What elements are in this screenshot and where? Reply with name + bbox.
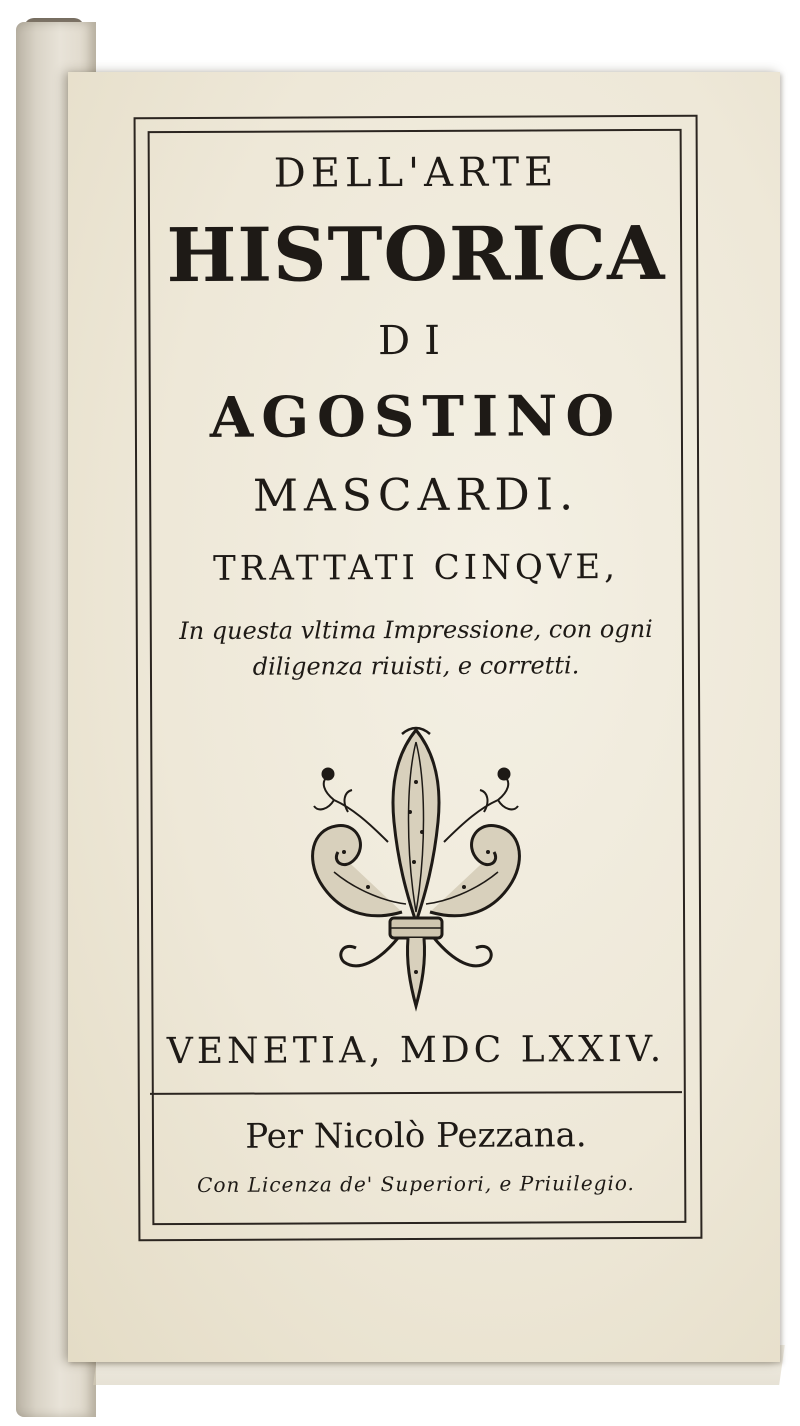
printer-name: Per Nicolò Pezzana. (245, 1115, 587, 1157)
edition-note-line-2: diligenza riuisti, e corretti. (252, 651, 580, 681)
author-last-name: MASCARDI. (252, 469, 580, 522)
title-line-1: DELL'ARTE (273, 149, 559, 197)
license-note: Con Licenza de' Superiori, e Priuilegio. (197, 1171, 635, 1197)
subtitle: TRATTATI CINQVE, (212, 547, 620, 589)
title-line-2: HISTORICA (166, 210, 666, 300)
title-line-3: DI (377, 317, 455, 365)
place-and-date: VENETIA, MDC LXXIV. (166, 1028, 666, 1073)
edition-note-line-1: In questa vltima Impressione, con ogni (179, 614, 653, 646)
author-first-name: AGOSTINO (209, 383, 623, 451)
fleur-de-lis-icon (298, 722, 534, 1012)
